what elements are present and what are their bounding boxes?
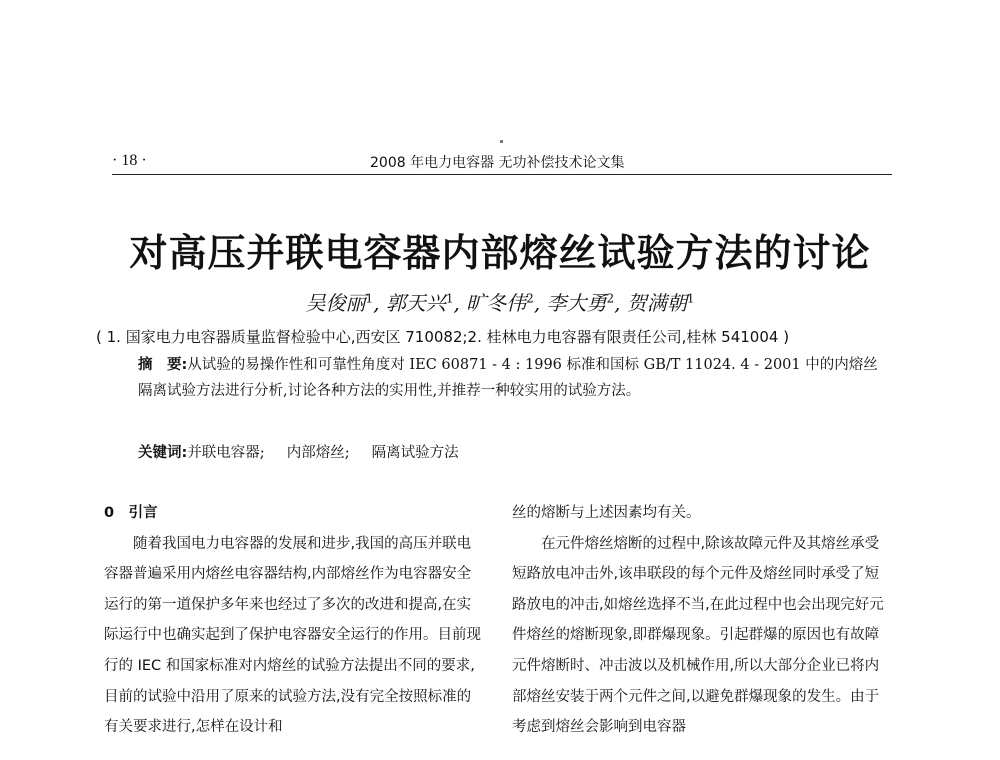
abstract bbox=[138, 352, 878, 404]
left-column bbox=[104, 498, 484, 743]
right-column bbox=[512, 498, 892, 743]
author-list bbox=[0, 287, 1000, 316]
keywords-label: 关键词: bbox=[138, 445, 188, 461]
scan-speck bbox=[500, 140, 503, 143]
body-paragraph: 随着我国电力电容器的发展和进步,我国的高压并联电容器普遍采用内熔丝电容器结构,内部熔丝作为电容器安全运行的第一道保护多年来也经过了多次的改进和提高,在实际运行中也确实起到了保护电容器安全运行的作用。目前现行的 IEC 和国家标准对内熔丝的试验方法提出不同的要求,目前的试验中沿用了原来的试验方法,没有完全按照标准的有关要求进行,怎样在设计和 bbox=[104, 535, 481, 736]
keyword: 隔离试验方法 bbox=[371, 445, 459, 461]
abstract-text: 从试验的易操作性和可靠性角度对 IEC 60871 - 4 : 1996 标准和国标 GB/T 11024. 4 - 2001 中的内熔丝隔离试验方法进行分析,讨论各种方法的实用性,并推荐一种较实用的试验方法。 bbox=[138, 357, 878, 399]
abstract-label: 摘 要: bbox=[138, 357, 188, 373]
proceedings-title: 2008 年电力电容器 无功补偿技术论文集 bbox=[370, 155, 625, 171]
page-number: · 18 · bbox=[112, 152, 147, 169]
article-title: 对高压并联电容器内部熔丝试验方法的讨论 bbox=[129, 231, 871, 275]
keyword: 并联电容器; bbox=[187, 445, 265, 461]
keywords bbox=[138, 440, 878, 466]
author: 李大勇$^2$, bbox=[546, 291, 621, 315]
author: 贺满朝$^1$ bbox=[626, 291, 695, 315]
affiliation: ( 1. 国家电力电容器质量监督检验中心,西安区 710082;2. 桂林电力电容器有限责任公司,桂林 541004 ) bbox=[96, 328, 790, 346]
keyword: 内部熔丝; bbox=[286, 445, 350, 461]
author: 旷冬伟$^2$, bbox=[466, 291, 541, 315]
section-heading: 0 引言 bbox=[104, 505, 158, 521]
author: 郭天兴$^1$, bbox=[385, 291, 460, 315]
body-paragraph-continuation: 丝的熔断与上述因素均有关。 bbox=[512, 505, 701, 521]
author: 吴俊丽$^1$, bbox=[305, 291, 380, 315]
body-paragraph: 在元件熔丝熔断的过程中,除该故障元件及其熔丝承受短路放电冲击外,该串联段的每个元件及熔丝同时承受了短路放电的冲击,如熔丝选择不当,在此过程中也会出现完好元件熔丝的熔断现象,即群爆现象。引起群爆的原因也有故障元件熔断时、冲击波以及机械作用,所以大部分企业已将内部熔丝安装于两个元件之间,以避免群爆现象的发生。由于考虑到熔丝会影响到电容器 bbox=[512, 535, 884, 736]
running-header bbox=[112, 148, 892, 175]
